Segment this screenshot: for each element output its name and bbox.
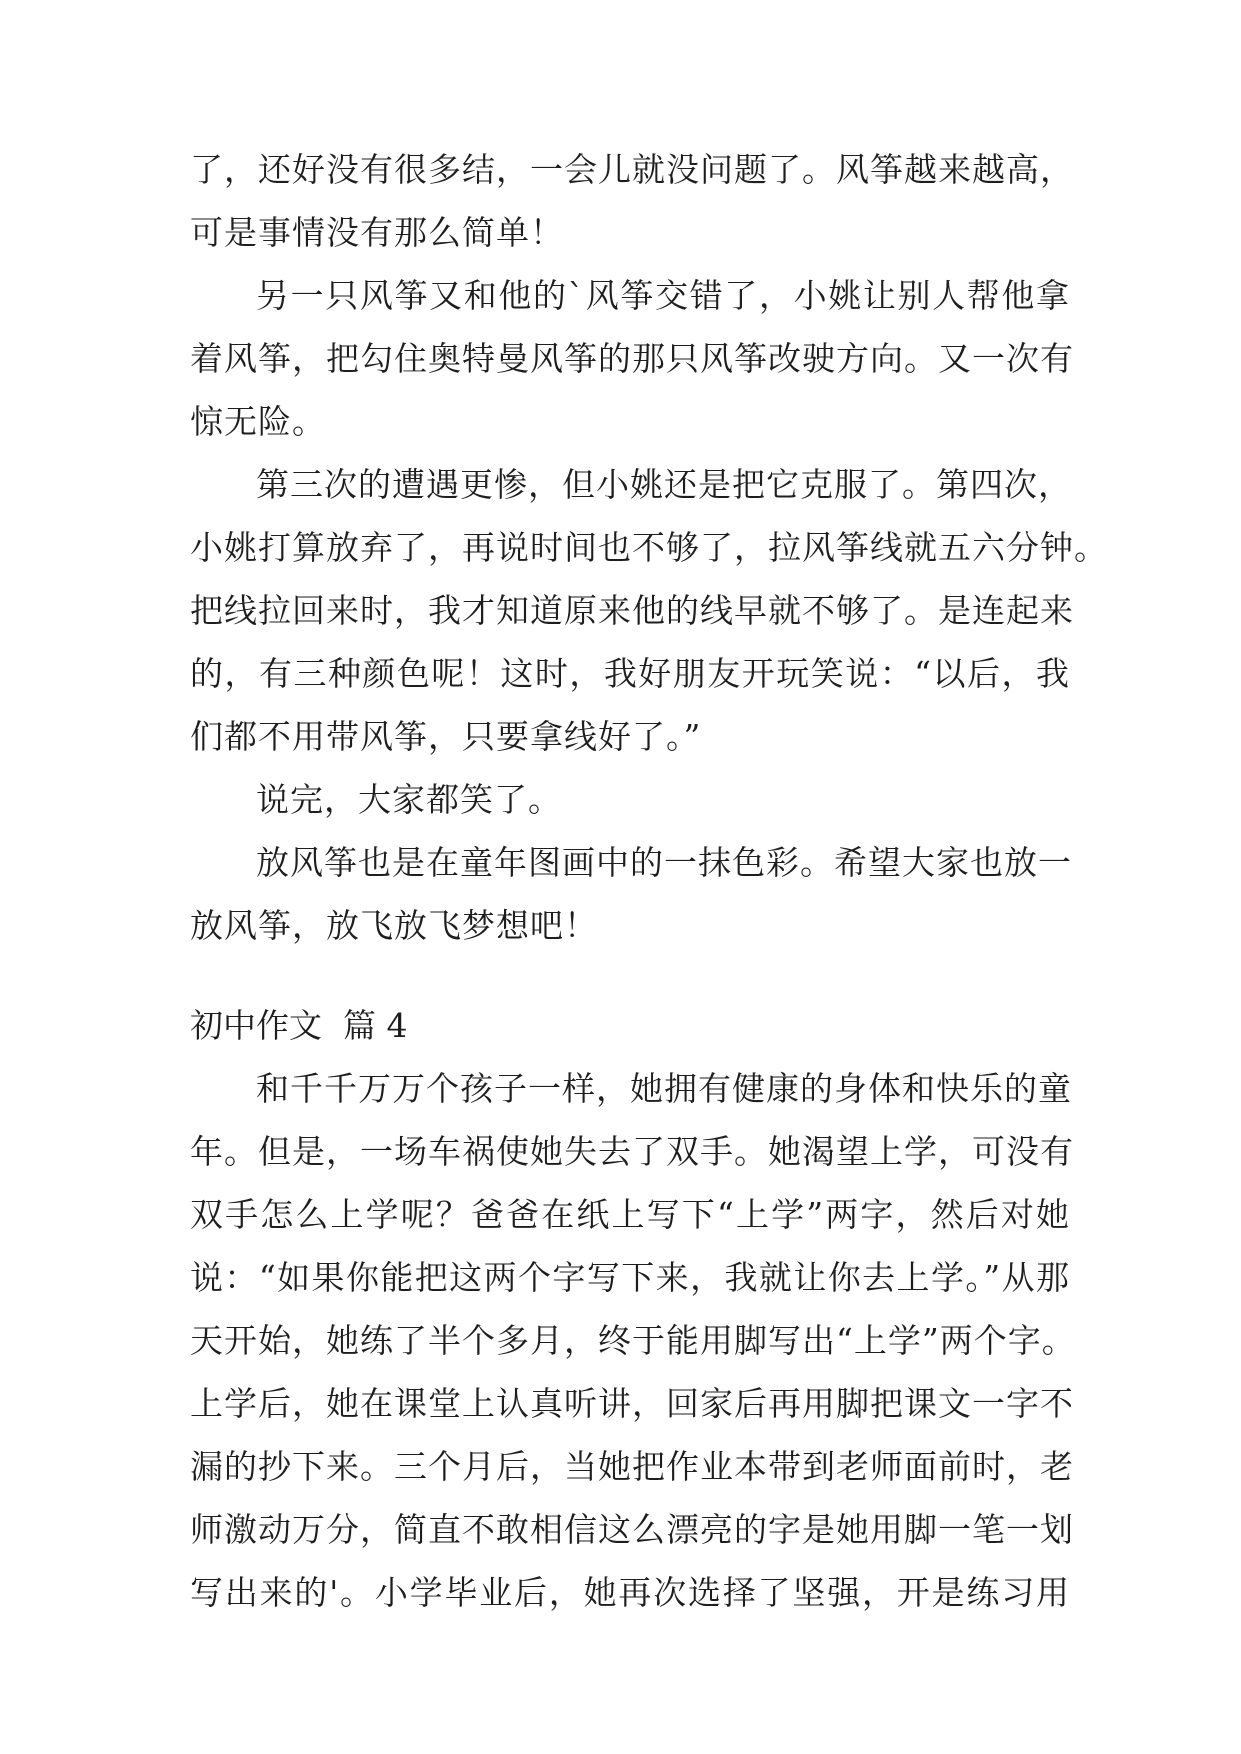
text-line: 年。但是，一场车祸使她失去了双手。她渴望上学，可没有	[190, 1132, 1074, 1171]
text-line: 天开始，她练了半个多月，终于能用脚写出“上学”两个字。	[190, 1321, 1076, 1360]
text-line: 上学后，她在课堂上认真听讲，回家后再用脚把课文一字不	[190, 1384, 1074, 1423]
text-line: 放风筝也是在童年图画中的一抹色彩。希望大家也放一	[256, 843, 1072, 882]
text-line: 小姚打算放弃了，再说时间也不够了，拉风筝线就五六分钟。	[190, 528, 1108, 567]
text-line: 双手怎么上学呢？爸爸在纸上写下“上学”两字，然后对她	[190, 1195, 1070, 1234]
text-line: 们都不用带风筝，只要拿线好了。”	[190, 717, 702, 756]
text-line: 另一只风筝又和他的`风筝交错了，小姚让别人帮他拿	[256, 276, 1070, 315]
text-line: 说完，大家都笑了。	[256, 780, 562, 819]
text-line: 师激动万分，简直不敢相信这么漂亮的字是她用脚一笔一划	[190, 1510, 1074, 1549]
text-line: 和千千万万个孩子一样，她拥有健康的身体和快乐的童	[256, 1069, 1072, 1108]
text-line: 放风筝，放飞放飞梦想吧！	[190, 906, 598, 945]
text-line: 把线拉回来时，我才知道原来他的线早就不够了。是连起来	[190, 591, 1074, 630]
text-line: 的，有三种颜色呢！这时，我好朋友开玩笑说：“以后，我	[190, 654, 1070, 693]
text-line: 漏的抄下来。三个月后，当她把作业本带到老师面前时，老	[190, 1447, 1074, 1486]
text-line: 惊无险。	[190, 402, 326, 441]
text-line: 写出来的'。小学毕业后，她再次选择了坚强，开是练习用	[190, 1573, 1070, 1612]
text-line: 说：“如果你能把这两个字写下来，我就让你去上学。”从那	[190, 1258, 1070, 1297]
text-line: 可是事情没有那么简单！	[190, 213, 564, 252]
text-line: 了，还好没有很多结，一会儿就没问题了。风筝越来越高，	[190, 150, 1074, 189]
text-line: 着风筝，把勾住奥特曼风筝的那只风筝改驶方向。又一次有	[190, 339, 1074, 378]
text-line: 第三次的遭遇更惨，但小姚还是把它克服了。第四次，	[256, 465, 1072, 504]
section-heading: 初中作文 篇 4	[190, 1006, 408, 1045]
